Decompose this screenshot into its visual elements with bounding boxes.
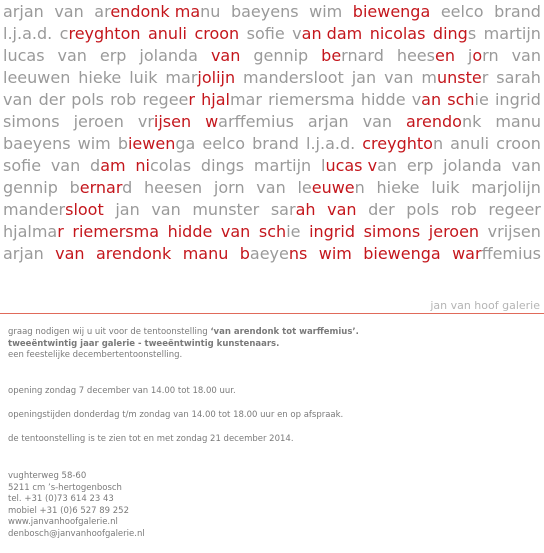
poster-word: eelco <box>202 134 246 153</box>
poster-word: arjan <box>3 244 44 263</box>
invitation-text <box>8 327 359 362</box>
divider-rule <box>0 313 544 314</box>
poster-word: gennip <box>3 178 58 197</box>
poster-line <box>3 89 541 111</box>
poster-word: sarah <box>270 200 316 219</box>
poster-word: van <box>511 46 541 65</box>
poster-word: ingrid <box>494 90 541 109</box>
poster-word: martijn <box>253 156 312 175</box>
poster-word: jorn <box>467 46 499 65</box>
poster-word: der <box>38 90 66 109</box>
poster-word: leeuwen <box>297 178 365 197</box>
poster-word: marjolijn <box>165 68 236 87</box>
poster-word: rob <box>450 200 477 219</box>
poster-word: vrijsen <box>487 222 541 241</box>
poster-word: hjalmar <box>3 222 64 241</box>
poster-word: bernard <box>69 178 133 197</box>
poster-word: l.j.a.d. <box>3 24 53 43</box>
poster-word: riemersma <box>72 222 159 241</box>
poster-word: arendonk <box>405 112 482 131</box>
poster-word: jan <box>115 200 140 219</box>
mobile-number: mobiel +31 (0)6 527 89 252 <box>8 505 129 516</box>
email-link[interactable]: denbosch@janvanhoofgalerie.nl <box>8 528 145 539</box>
poster-word: arendonk manu <box>94 2 221 21</box>
poster-word: biewenga <box>117 134 196 153</box>
poster-word: croon <box>194 24 240 43</box>
poster-word: biewenga <box>363 244 441 263</box>
poster-word: wim <box>309 2 343 21</box>
poster-word: leeuwen <box>3 68 71 87</box>
poster-word: jolanda <box>443 156 502 175</box>
poster-line <box>3 111 541 133</box>
poster-word: marjolijn <box>471 178 541 197</box>
address-street: vughterweg 58-60 <box>8 471 87 481</box>
poster-word: munster <box>421 68 489 87</box>
poster-word: brand <box>494 2 541 21</box>
poster-word: van <box>511 156 541 175</box>
invitation-line-2 <box>8 339 359 351</box>
poster-word: regeer <box>488 200 541 219</box>
poster-word: ingrid <box>309 222 355 241</box>
poster-word: hidde <box>167 222 213 241</box>
poster-line <box>3 133 541 155</box>
poster-word: biewenga <box>352 2 431 21</box>
poster-word: erp <box>406 156 434 175</box>
opening-hours-text: openingstijden donderdag t/m zondag van 14.00 tot 18.00 uur en op afspraak. <box>8 410 344 420</box>
poster-word: hieke <box>376 178 420 197</box>
poster-word: regeer <box>142 90 195 109</box>
exhibition-title: ‘van arendonk tot warffemius’. <box>210 327 359 337</box>
poster-word: nicolas <box>135 156 192 175</box>
poster-word: mandersloot <box>243 68 344 87</box>
poster-word: van <box>50 156 81 175</box>
poster-word: baeyens <box>239 244 308 263</box>
poster-word: van <box>210 46 241 65</box>
poster-word: heesen <box>396 46 455 65</box>
phone-number: tel. +31 (0)73 614 23 43 <box>8 494 114 505</box>
poster-word: van <box>384 68 414 87</box>
poster-line <box>3 67 541 89</box>
poster-word: van dam <box>292 24 363 43</box>
poster-word: brand <box>252 134 299 153</box>
poster-word: pols <box>71 90 105 109</box>
poster-word: anuli <box>450 134 490 153</box>
invitation-line-3: een feestelijke decembertentoonstelling. <box>8 350 183 361</box>
poster-word: manu <box>182 244 229 263</box>
poster-word: manu <box>495 112 541 131</box>
poster-word: van <box>220 222 251 241</box>
poster-word: pols <box>406 200 440 219</box>
gallery-name: jan van hoof galerie <box>430 299 540 312</box>
poster-word: croon <box>496 134 541 153</box>
poster-word: dings <box>200 156 245 175</box>
poster-word: sarah <box>496 68 541 87</box>
poster-word: gennip <box>253 46 309 65</box>
poster-line <box>3 45 541 67</box>
poster-word: dings <box>432 24 477 43</box>
poster-word: rob <box>110 90 137 109</box>
poster-line <box>3 199 541 221</box>
poster-word: martijn <box>483 24 541 43</box>
poster-word: simons <box>363 222 421 241</box>
poster-word: erp <box>99 46 127 65</box>
poster-word: vrijsen <box>137 112 192 131</box>
poster-word: mandersloot <box>3 200 104 219</box>
poster-word: arjan <box>307 112 349 131</box>
poster-word: van <box>57 46 87 65</box>
poster-word: dam <box>90 156 126 175</box>
poster-word: jeroen <box>73 112 124 131</box>
poster-line <box>3 155 541 177</box>
poster-word: warffemius <box>205 112 294 131</box>
poster-word: van <box>362 112 393 131</box>
poster-word: van <box>151 200 181 219</box>
poster-word: sofie <box>3 156 42 175</box>
poster-word: heesen <box>144 178 203 197</box>
poster-word: eelco <box>440 2 484 21</box>
poster-word: schie <box>258 222 301 241</box>
invitation-prefix: graag nodigen wij u uit voor de tentoonstelling <box>8 327 211 337</box>
poster-word: riemersma <box>268 90 355 109</box>
address-city: 5211 cm ’s-hertogenbosch <box>8 482 122 493</box>
poster-word: wim <box>318 244 352 263</box>
poster-word: van <box>54 2 84 21</box>
website-link[interactable]: www.janvanhoofgalerie.nl <box>8 517 118 528</box>
poster-line <box>3 23 541 45</box>
poster-word: jan <box>351 68 377 87</box>
poster-word: creyghton <box>59 24 141 43</box>
poster-word: wim <box>77 134 111 153</box>
poster-word: luik <box>431 178 460 197</box>
poster-word: munster <box>192 200 260 219</box>
poster-word: van <box>3 90 33 109</box>
poster-word: anuli <box>147 24 187 43</box>
poster-word: jolanda <box>139 46 198 65</box>
poster-word: lucas van <box>320 156 398 175</box>
poster-word: warffemius <box>452 244 541 263</box>
poster-word: arendonk <box>95 244 172 263</box>
poster-word: nicolas <box>369 24 426 43</box>
poster-word: hidde <box>360 90 406 109</box>
poster-line <box>3 243 541 265</box>
poster-word: van <box>411 90 442 109</box>
poster-word: der <box>368 200 395 219</box>
invitation-line-1 <box>8 327 359 339</box>
poster-line <box>3 177 541 199</box>
poster-word: schie <box>447 90 489 109</box>
poster-word: bernard <box>321 46 384 65</box>
contact-block <box>8 471 145 541</box>
poster-word: baeyens <box>3 134 71 153</box>
poster-word: hieke <box>78 68 122 87</box>
poster-word: van <box>327 200 357 219</box>
poster-word: jorn <box>213 178 245 197</box>
invitation-subtitle: tweeëntwintig jaar galerie - tweeëntwintig kunstenaars. <box>8 338 280 349</box>
poster-word: baeyens <box>230 2 299 21</box>
poster-word: van <box>55 244 85 263</box>
poster-word: l.j.a.d. <box>306 134 356 153</box>
poster-word: luik <box>129 68 158 87</box>
poster-word: jeroen <box>428 222 480 241</box>
poster-line <box>3 221 541 243</box>
poster-word: van <box>256 178 286 197</box>
poster-line <box>3 1 541 23</box>
poster-word: creyghton <box>362 134 444 153</box>
poster-word: arjan <box>3 2 44 21</box>
poster-word: hjalmar <box>201 90 262 109</box>
poster-word: simons <box>3 112 60 131</box>
opening-text: opening zondag 7 december van 14.00 tot 18.00 uur. <box>8 386 236 396</box>
exhibition-until-text: de tentoonstelling is te zien tot en met zondag 21 december 2014. <box>8 434 294 444</box>
poster-word: lucas <box>3 46 45 65</box>
poster-word: sofie <box>246 24 285 43</box>
